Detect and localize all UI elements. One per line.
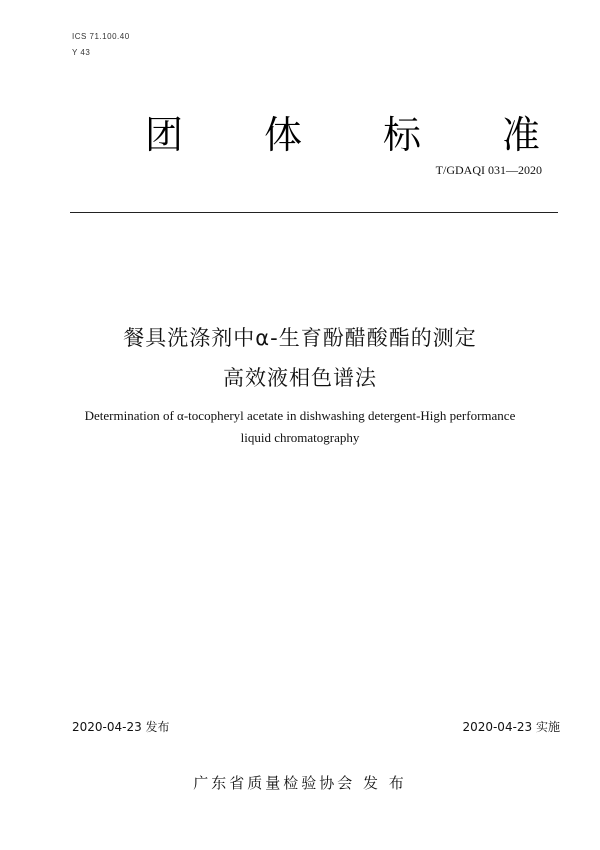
- ics-code: ICS 71.100.40: [72, 32, 130, 41]
- standard-type-char-2: 体: [263, 113, 302, 157]
- implementation-date: 2020-04-23 实施: [462, 720, 560, 734]
- english-title-line-1: Determination of α-tocopheryl acetate in dishwashing detergent-High performance: [84, 408, 516, 423]
- chinese-title-line-2: 高效液相色谱法: [223, 366, 377, 390]
- standard-type-title: [70, 110, 540, 160]
- standard-type-char-1: 团: [145, 113, 184, 157]
- chinese-title-line-1: 餐具洗涤剂中α-生育酚醋酸酯的测定: [123, 326, 477, 350]
- standard-code: T/GDAQI 031—2020: [435, 163, 542, 177]
- standard-type-char-3: 标: [382, 113, 421, 157]
- publisher: 广东省质量检验协会 发 布: [193, 774, 407, 792]
- header-divider: [70, 212, 558, 213]
- issue-date: 2020-04-23 发布: [72, 720, 170, 734]
- ccs-code: Y 43: [72, 48, 91, 57]
- standard-type-char-4: 准: [501, 113, 540, 157]
- english-title-line-2: liquid chromatography: [240, 430, 360, 445]
